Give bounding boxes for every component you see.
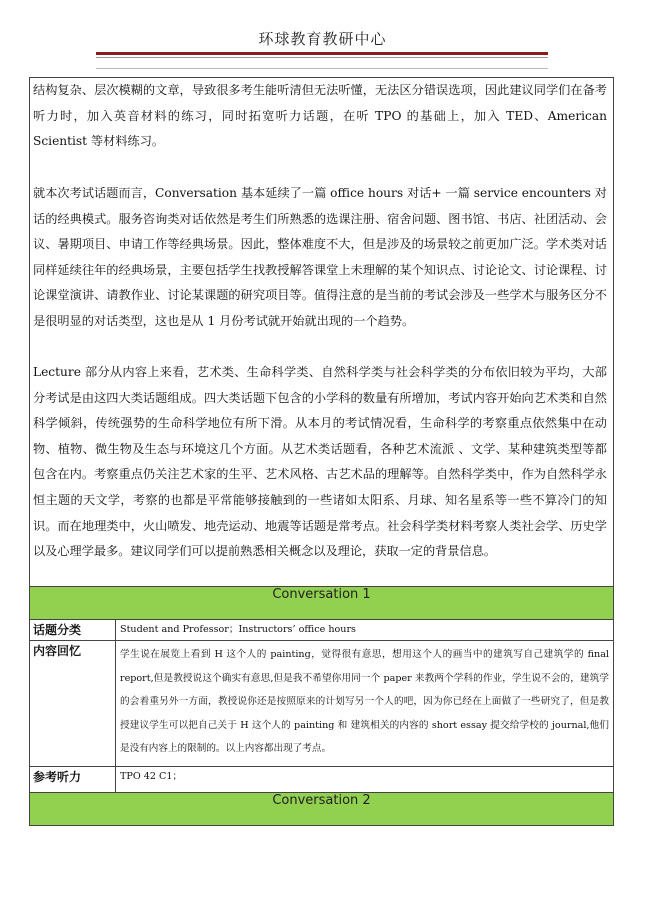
conversation-2-heading-row [30, 793, 614, 826]
review-value: 学生说在展览上看到 H 这个人的 painting，觉得很有意思，想用这个人的画当中的建筑写自己建筑学的 final report,但是教授说这个确实有意思,但是我不希望你用同一个 paper 来教两个学科的作业，学生说不会的，建筑学的会着重另外一方面，教授说你还是按照原来的计划写另一个人的吧，因为你已经在上面做了一些研究了，但是教授建议学生可以把自己关于 H 这个人的 painting 和 建筑相关的内容的 short essay 提交给学校的 journal,他们是没有内容上的限制的。以上内容都出现了考点。 [116, 641, 614, 767]
header-rule-thin [96, 68, 548, 69]
reference-row [30, 767, 614, 793]
intro-paragraph-2: 就本次考试话题而言，Conversation 基本延续了一篇 office hours 对话+ 一篇 service encounters 对话的经典模式。服务咨询类对话依然是考生们所熟悉的选课注册、宿舍问题、图书馆、书店、社团活动、会议、暑期项目、申请工作等经典场景。因此，整体难度不大，但是涉及的场景较之前更加广泛。学术类对话同样延续往年的经典场景，主要包括学生找教授解答课堂上未理解的某个知识点、讨论论文、讨论课程、讨论课堂演讲、请教作业、讨论某课题的研究项目等。值得注意的是当前的考试会涉及一些学术与服务区分不是很明显的对话类型，这也是从 1 月份考试就开始就出现的一个趋势。 [33, 186, 607, 328]
intro-paragraph-3: Lecture 部分从内容上来看，艺术类、生命科学类、自然科学类与社会科学类的分布依旧较为平均，大部分考试是由这四大类话题组成。四大类话题下包含的小学科的数量有所增加，考试内容开始向艺术类和自然科学倾斜，传统强势的生命科学地位有所下滑。从本月的考试情况看，生命科学的考察重点依然集中在动物、植物、微生物及生态与环境这几个方面。从艺术类话题看，各种艺术流派 、文学、某种建筑类型等都包含在内。考察重点仍关注艺术家的生平、艺术风格、古艺术品的理解等。自然科学类中，作为自然科学永恒主题的天文学，考察的也都是平常能够接触到的一些诸如太阳系、月球、知名星系等一些不算冷门的知识。而在地理类中，火山喷发、地壳运动、地震等话题是常考点。社会科学类材料考察人类社会学、历史学以及心理学最多。建议同学们可以提前熟悉相关概念以及理论，获取一定的背景信息。 [33, 365, 607, 559]
intro-paragraph-1: 结构复杂、层次模糊的文章，导致很多考生能听清但无法听懂，无法区分错误选项，因此建议同学们在备考听力时，加入英音材料的练习，同时拓宽听力话题，在听 TPO 的基础上，加入 TED、American Scientist 等材料练习。 [33, 83, 607, 149]
conversation-1-heading: Conversation 1 [30, 587, 614, 620]
conversation-1-heading-row [30, 587, 614, 620]
conversation-2-heading: Conversation 2 [30, 793, 614, 826]
reference-value: TPO 42 C1； [116, 767, 614, 793]
category-row [30, 620, 614, 641]
review-row [30, 641, 614, 767]
category-label: 话题分类 [30, 620, 116, 641]
header-rule-red [96, 52, 548, 55]
reference-label: 参考听力 [30, 767, 116, 793]
conversation-table [29, 586, 614, 826]
review-label: 内容回忆 [30, 641, 116, 767]
header-rule-gray [96, 57, 548, 58]
category-value: Student and Professor；Instructors’ office hours [116, 620, 614, 641]
page-header-title: 环球教育教研中心 [258, 30, 387, 48]
